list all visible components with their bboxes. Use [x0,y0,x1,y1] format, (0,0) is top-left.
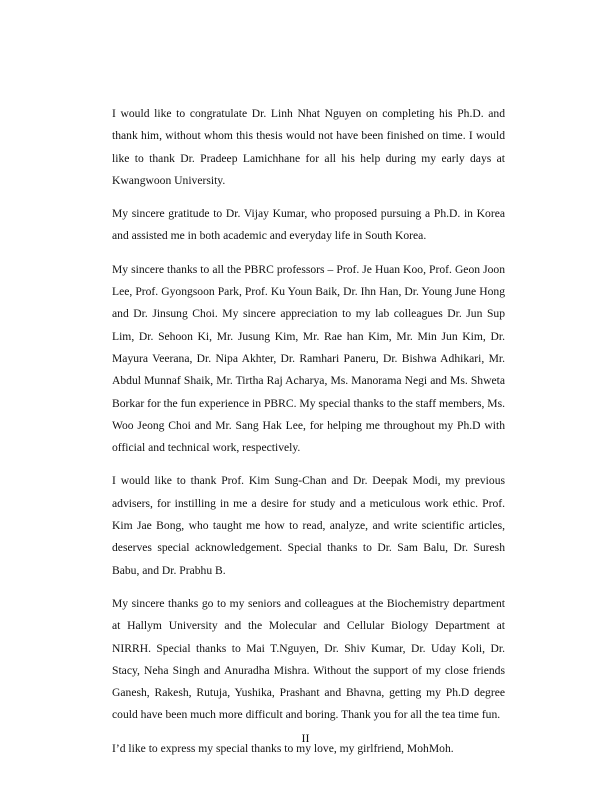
paragraph-colleagues: My sincere thanks go to my seniors and colleagues at the Biochemistry department at Hallym University and the Molecular and Cellular Biology Department at NIRRH. Special thanks to Mai T.Nguyen, Dr. Shiv Kumar, Dr. Uday Koli, Dr. Stacy, Neha Singh and Anuradha Mishra. Without the support of my close friends Ganesh, Rakesh, Rutuja, Yushika, Prashant and Bhavna, getting my Ph.D degree could have been much more difficult and boring. Thank you for all the tea time fun. [112,596,505,722]
paragraph-congratulations: I would like to congratulate Dr. Linh Nhat Nguyen on completing his Ph.D. and thank him, without whom this thesis would not have been finished on time. I would like to thank Dr. Pradeep Lamichhane for all his help during my early days at Kwangwoon University. [112,107,505,187]
paragraph-special-thanks: I’d like to express my special thanks to my love, my girlfriend, MohMoh. [112,741,454,755]
paragraph-gratitude: My sincere gratitude to Dr. Vijay Kumar, who proposed pursuing a Ph.D. in Korea and assisted me in both academic and everyday life in South Korea. [112,207,505,243]
acknowledgements-body [112,103,505,771]
paragraph-pbrc-thanks: My sincere thanks to all the PBRC professors – Prof. Je Huan Koo, Prof. Geon Joon Lee, Prof. Gyongsoon Park, Prof. Ku Youn Baik, Dr. Ihn Han, Dr. Young June Hong and Dr. Jinsung Choi. My sincere appreciation to my lab colleagues Dr. Jun Sup Lim, Dr. Sehoon Ki, Mr. Jusung Kim, Mr. Rae han Kim, Mr. Min Jun Kim, Dr. Mayura Veerana, Dr. Nipa Akhter, Dr. Ramhari Paneru, Dr. Bishwa Adhikari, Mr. Abdul Munnaf Shaik, Mr. Tirtha Raj Acharya, Ms. Manorama Negi and Ms. Shweta Borkar for the fun experience in PBRC. My special thanks to the staff members, Ms. Woo Jeong Choi and Mr. Sang Hak Lee, for helping me throughout my Ph.D with official and technical work, respectively. [112,262,505,455]
page-number: II [301,731,310,745]
paragraph-advisers: I would like to thank Prof. Kim Sung-Chan and Dr. Deepak Modi, my previous advisers, for instilling in me a desire for study and a meticulous work ethic. Prof. Kim Jae Bong, who taught me how to read, analyze, and write scientific articles, deserves special acknowledgement. Special thanks to Dr. Sam Balu, Dr. Suresh Babu, and Dr. Prabhu B. [112,474,505,577]
